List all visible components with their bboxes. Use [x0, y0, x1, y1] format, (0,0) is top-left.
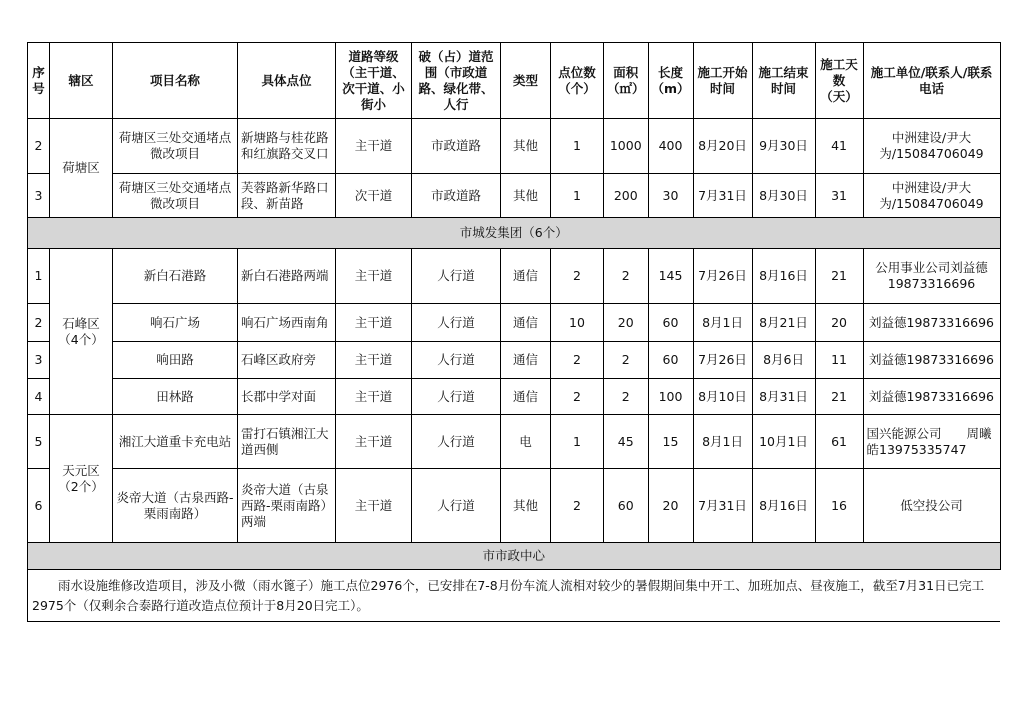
header-district: 辖区: [50, 43, 113, 119]
header-end: 施工结束时间: [752, 43, 815, 119]
cell-area: 45: [604, 415, 649, 469]
section-title: 市城发集团（6个）: [28, 218, 1001, 249]
table-row: [28, 119, 1001, 174]
cell-area: 20: [604, 304, 649, 342]
cell-seq: 6: [28, 469, 50, 543]
table-row: [28, 379, 1001, 415]
cell-location: 响石广场西南角: [238, 304, 336, 342]
cell-location: 雷打石镇湘江大道西侧: [238, 415, 336, 469]
cell-project: 响石广场: [113, 304, 238, 342]
cell-seq: 1: [28, 249, 50, 304]
construction-table-sheet: [27, 42, 1001, 622]
cell-road-level: 次干道: [336, 174, 412, 218]
cell-days: 16: [815, 469, 863, 543]
cell-scope: 人行道: [412, 469, 501, 543]
cell-contact: 中洲建设/尹大为/15084706049: [863, 174, 1000, 218]
cell-scope: 人行道: [412, 415, 501, 469]
construction-table: [27, 42, 1001, 622]
cell-seq: 2: [28, 119, 50, 174]
cell-area: 60: [604, 469, 649, 543]
table-row: [28, 415, 1001, 469]
table-row: [28, 469, 1001, 543]
cell-points: 1: [551, 119, 604, 174]
cell-type: 通信: [501, 342, 551, 379]
cell-scope: 人行道: [412, 379, 501, 415]
header-project: 项目名称: [113, 43, 238, 119]
cell-end: 10月1日: [752, 415, 815, 469]
cell-scope: 人行道: [412, 304, 501, 342]
note-cell: [28, 570, 1001, 622]
cell-seq: 4: [28, 379, 50, 415]
cell-type: 通信: [501, 249, 551, 304]
cell-seq: 3: [28, 342, 50, 379]
cell-scope: 市政道路: [412, 119, 501, 174]
header-road-level: 道路等级（主干道、次干道、小街小: [336, 43, 412, 119]
cell-area: 2: [604, 379, 649, 415]
cell-points: 2: [551, 342, 604, 379]
cell-project: 荷塘区三处交通堵点微改项目: [113, 119, 238, 174]
cell-district: 石峰区（4个）: [50, 249, 113, 415]
cell-end: 9月30日: [752, 119, 815, 174]
cell-contact: 刘益德19873316696: [863, 342, 1000, 379]
cell-area: 2: [604, 249, 649, 304]
cell-start: 7月31日: [693, 469, 752, 543]
note-text: 雨水设施维修改造项目，涉及小微（雨水篦子）施工点位2976个，已安排在7-8月份车流人流相对较少的暑假期间集中开工、加班加点、昼夜施工，截至7月31日已完工2975个（仅剩余合泰路行道改造点位预计于8月20日完工）。: [32, 577, 985, 613]
cell-type: 通信: [501, 379, 551, 415]
cell-seq: 2: [28, 304, 50, 342]
cell-seq: 3: [28, 174, 50, 218]
cell-length: 15: [648, 415, 693, 469]
cell-road-level: 主干道: [336, 342, 412, 379]
cell-area: 200: [604, 174, 649, 218]
cell-district: 荷塘区: [50, 119, 113, 218]
cell-type: 其他: [501, 469, 551, 543]
header-points: 点位数（个）: [551, 43, 604, 119]
cell-start: 8月1日: [693, 304, 752, 342]
cell-type: 通信: [501, 304, 551, 342]
section-title: 市市政中心: [28, 543, 1001, 570]
cell-points: 2: [551, 249, 604, 304]
cell-end: 8月6日: [752, 342, 815, 379]
cell-length: 60: [648, 342, 693, 379]
cell-days: 21: [815, 379, 863, 415]
header-row: [28, 43, 1001, 119]
cell-days: 41: [815, 119, 863, 174]
table-row: [28, 174, 1001, 218]
cell-points: 2: [551, 379, 604, 415]
cell-start: 7月26日: [693, 249, 752, 304]
cell-type: 其他: [501, 119, 551, 174]
header-start: 施工开始时间: [693, 43, 752, 119]
cell-project: 荷塘区三处交通堵点微改项目: [113, 174, 238, 218]
cell-days: 11: [815, 342, 863, 379]
cell-project: 炎帝大道（古泉西路-栗雨南路）: [113, 469, 238, 543]
cell-days: 31: [815, 174, 863, 218]
cell-start: 8月20日: [693, 119, 752, 174]
cell-length: 30: [648, 174, 693, 218]
cell-road-level: 主干道: [336, 304, 412, 342]
cell-seq: 5: [28, 415, 50, 469]
cell-points: 10: [551, 304, 604, 342]
header-area: 面积（㎡）: [604, 43, 649, 119]
cell-location: 芙蓉路新华路口段、新苗路: [238, 174, 336, 218]
cell-contact: 中洲建设/尹大为/15084706049: [863, 119, 1000, 174]
cell-scope: 人行道: [412, 249, 501, 304]
cell-scope: 市政道路: [412, 174, 501, 218]
cell-start: 8月10日: [693, 379, 752, 415]
cell-points: 2: [551, 469, 604, 543]
cell-start: 7月26日: [693, 342, 752, 379]
cell-project: 湘江大道重卡充电站: [113, 415, 238, 469]
cell-project: 田林路: [113, 379, 238, 415]
cell-district: 天元区（2个）: [50, 415, 113, 543]
header-days: 施工天数（天）: [815, 43, 863, 119]
table-row: [28, 249, 1001, 304]
header-seq: 序号: [28, 43, 50, 119]
cell-location: 长郡中学对面: [238, 379, 336, 415]
cell-location: 炎帝大道（古泉西路-栗雨南路）两端: [238, 469, 336, 543]
cell-road-level: 主干道: [336, 415, 412, 469]
cell-points: 1: [551, 174, 604, 218]
cell-length: 100: [648, 379, 693, 415]
cell-road-level: 主干道: [336, 469, 412, 543]
header-length: 长度（m）: [648, 43, 693, 119]
cell-road-level: 主干道: [336, 119, 412, 174]
cell-days: 20: [815, 304, 863, 342]
note-row: [28, 570, 1001, 622]
cell-days: 61: [815, 415, 863, 469]
cell-road-level: 主干道: [336, 249, 412, 304]
cell-points: 1: [551, 415, 604, 469]
cell-contact: 低空投公司: [863, 469, 1000, 543]
cell-area: 1000: [604, 119, 649, 174]
header-scope: 破（占）道范围（市政道路、绿化带、人行: [412, 43, 501, 119]
cell-days: 21: [815, 249, 863, 304]
cell-location: 石峰区政府旁: [238, 342, 336, 379]
cell-contact: 国兴能源公司 周曦皓13975335747: [863, 415, 1000, 469]
header-location: 具体点位: [238, 43, 336, 119]
cell-location: 新塘路与桂花路和红旗路交叉口: [238, 119, 336, 174]
cell-contact: 刘益德19873316696: [863, 304, 1000, 342]
section-row: [28, 543, 1001, 570]
header-type: 类型: [501, 43, 551, 119]
cell-type: 电: [501, 415, 551, 469]
cell-type: 其他: [501, 174, 551, 218]
cell-contact: 刘益德19873316696: [863, 379, 1000, 415]
cell-start: 7月31日: [693, 174, 752, 218]
cell-end: 8月16日: [752, 469, 815, 543]
cell-end: 8月16日: [752, 249, 815, 304]
cell-area: 2: [604, 342, 649, 379]
cell-length: 400: [648, 119, 693, 174]
cell-scope: 人行道: [412, 342, 501, 379]
cell-end: 8月30日: [752, 174, 815, 218]
cell-contact: 公用事业公司刘益德19873316696: [863, 249, 1000, 304]
cell-end: 8月31日: [752, 379, 815, 415]
cell-end: 8月21日: [752, 304, 815, 342]
header-contact: 施工单位/联系人/联系电话: [863, 43, 1000, 119]
cell-road-level: 主干道: [336, 379, 412, 415]
section-row: [28, 218, 1001, 249]
cell-project: 响田路: [113, 342, 238, 379]
table-row: [28, 304, 1001, 342]
cell-length: 145: [648, 249, 693, 304]
cell-length: 20: [648, 469, 693, 543]
cell-start: 8月1日: [693, 415, 752, 469]
cell-location: 新白石港路两端: [238, 249, 336, 304]
cell-project: 新白石港路: [113, 249, 238, 304]
cell-length: 60: [648, 304, 693, 342]
table-row: [28, 342, 1001, 379]
